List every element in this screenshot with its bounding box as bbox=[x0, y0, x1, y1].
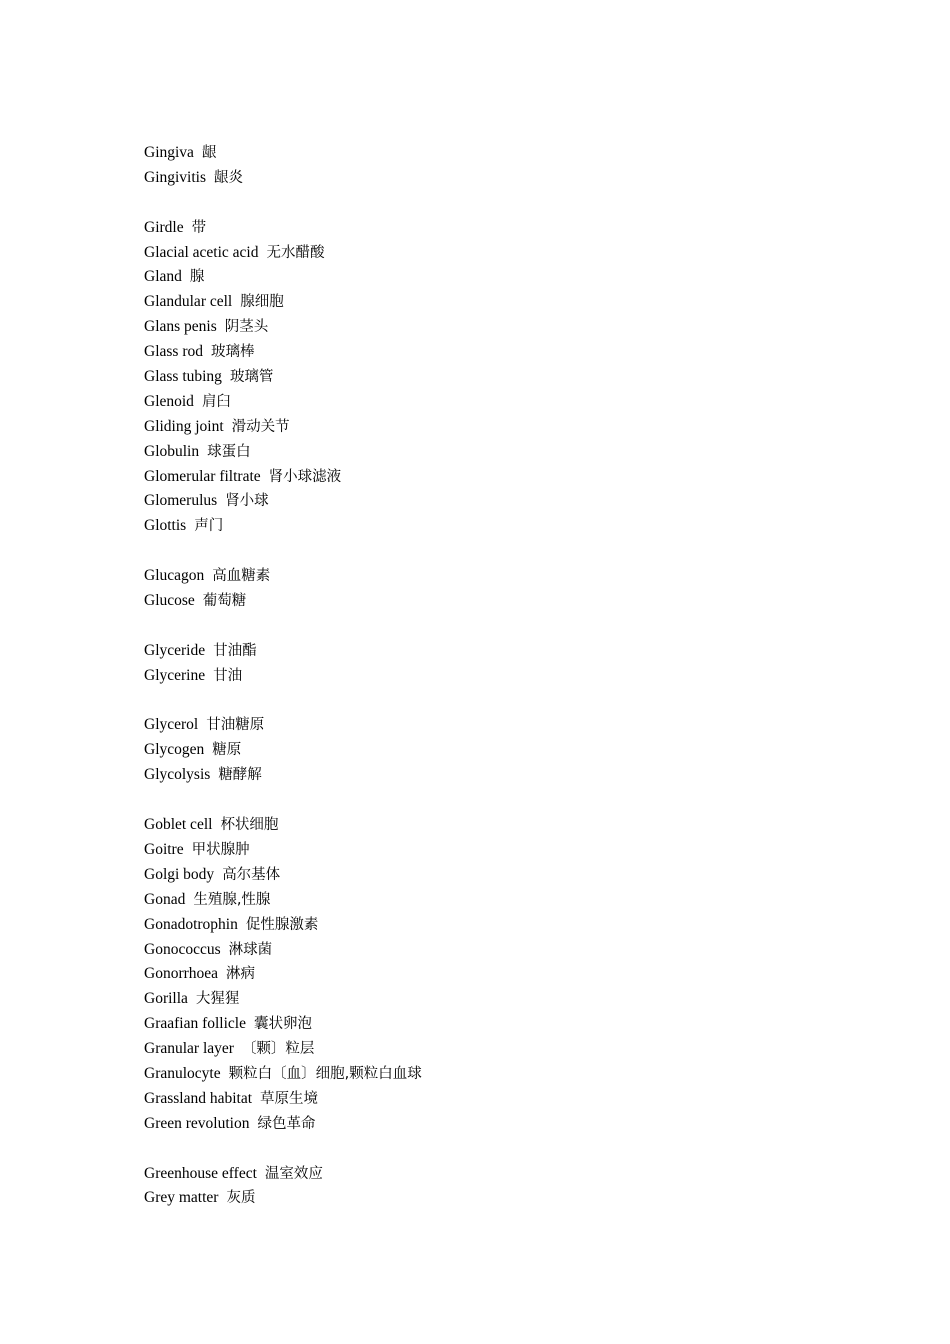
glossary-entry bbox=[144, 763, 844, 788]
entry-translation: 腺细胞 bbox=[240, 294, 284, 311]
entry-term: Grey matter bbox=[144, 1189, 219, 1207]
entry-term: Gingiva bbox=[144, 144, 194, 161]
entry-translation: 温室效应 bbox=[264, 1165, 323, 1182]
blank-line bbox=[144, 788, 844, 813]
entry-translation: 甘油 bbox=[213, 667, 243, 684]
entry-term: Glandular cell bbox=[144, 293, 233, 311]
blank-line bbox=[144, 539, 844, 564]
glossary-entry bbox=[144, 888, 844, 913]
entry-term: Glenoid bbox=[144, 392, 194, 410]
entry-translation: 阴茎头 bbox=[224, 319, 269, 336]
entry-term: Greenhouse effect bbox=[144, 1164, 257, 1182]
entry-term: Gonadotrophin bbox=[144, 915, 238, 933]
blank-line bbox=[144, 191, 844, 216]
entry-translation: 糖酵解 bbox=[218, 767, 262, 784]
entry-term: Glacial acetic acid bbox=[144, 243, 259, 261]
glossary-entry bbox=[144, 1186, 844, 1211]
entry-translation: 肾小球 bbox=[225, 493, 269, 510]
glossary-entry bbox=[144, 813, 844, 838]
entry-term: Gorilla bbox=[144, 990, 188, 1008]
glossary-entry bbox=[144, 962, 844, 987]
entry-term: Gland bbox=[144, 268, 182, 286]
entry-term: Granular layer bbox=[144, 1040, 234, 1058]
glossary-entry bbox=[144, 166, 844, 191]
entry-term: Girdle bbox=[144, 218, 184, 236]
glossary-entry bbox=[144, 664, 844, 689]
entry-translation: 龈 bbox=[201, 145, 217, 161]
glossary-entry bbox=[144, 290, 844, 315]
entry-translation: 肩臼 bbox=[201, 393, 231, 410]
entry-term: Glottis bbox=[144, 517, 187, 535]
entry-term: Glomerular filtrate bbox=[144, 467, 261, 485]
entry-translation: 无水醋酸 bbox=[266, 244, 325, 261]
glossary-entry bbox=[144, 938, 844, 963]
entry-term: Gliding joint bbox=[144, 417, 224, 435]
glossary-entry bbox=[144, 564, 844, 589]
entry-translation: 囊状卵泡 bbox=[253, 1016, 312, 1033]
glossary-entry bbox=[144, 415, 844, 440]
entry-translation: 糖原 bbox=[212, 742, 242, 759]
glossary-entry bbox=[144, 987, 844, 1012]
entry-translation: 淋病 bbox=[226, 966, 256, 983]
entry-translation: 杯状细胞 bbox=[220, 817, 279, 834]
glossary-entry bbox=[144, 315, 844, 340]
glossary-entry bbox=[144, 340, 844, 365]
entry-translation: 龈炎 bbox=[214, 169, 244, 186]
glossary-entry bbox=[144, 639, 844, 664]
blank-line bbox=[144, 689, 844, 714]
entry-translation: 灰质 bbox=[226, 1190, 256, 1207]
entry-term: Glycerine bbox=[144, 666, 206, 684]
glossary-entry bbox=[144, 1037, 844, 1062]
entry-translation: 绿色革命 bbox=[257, 1115, 316, 1132]
entry-translation: 肾小球滤液 bbox=[268, 468, 342, 485]
entry-translation: 高尔基体 bbox=[222, 866, 281, 883]
entry-translation: 球蛋白 bbox=[207, 443, 251, 460]
entry-term: Green revolution bbox=[144, 1114, 250, 1132]
entry-translation: 甲状腺肿 bbox=[191, 841, 250, 858]
glossary-entry bbox=[144, 1012, 844, 1037]
entry-translation: 声门 bbox=[194, 518, 224, 535]
blank-line bbox=[144, 614, 844, 639]
entry-translation: 促性腺激素 bbox=[245, 916, 319, 933]
entry-term: Glycogen bbox=[144, 741, 205, 759]
glossary-entry bbox=[144, 589, 844, 614]
glossary-entry bbox=[144, 489, 844, 514]
glossary-entry bbox=[144, 141, 844, 166]
glossary-entry bbox=[144, 863, 844, 888]
entry-translation: 颗粒白〔血〕细胞,颗粒白血球 bbox=[228, 1065, 422, 1082]
glossary-entry bbox=[144, 514, 844, 539]
entry-term: Globulin bbox=[144, 442, 200, 460]
glossary-entry bbox=[144, 738, 844, 763]
glossary-entry bbox=[144, 390, 844, 415]
entry-translation: 滑动关节 bbox=[231, 418, 290, 435]
entry-term: Gonorrhoea bbox=[144, 965, 219, 983]
entry-term: Granulocyte bbox=[144, 1064, 221, 1082]
glossary-entry bbox=[144, 1062, 844, 1087]
glossary-entry bbox=[144, 365, 844, 390]
glossary-entry bbox=[144, 216, 844, 241]
entry-translation: 〔颗〕粒层 bbox=[241, 1041, 315, 1058]
entry-term: Glycerol bbox=[144, 716, 199, 734]
entry-translation: 淋球菌 bbox=[228, 941, 273, 958]
entry-translation: 玻璃棒 bbox=[210, 344, 255, 361]
entry-translation: 腺 bbox=[189, 269, 205, 286]
glossary-entry bbox=[144, 838, 844, 863]
glossary-entry bbox=[144, 1087, 844, 1112]
entry-term: Glucose bbox=[144, 592, 195, 610]
glossary-entry bbox=[144, 241, 844, 266]
entry-term: Graafian follicle bbox=[144, 1015, 246, 1033]
entry-translation: 生殖腺,性腺 bbox=[193, 891, 271, 908]
entry-term: Glans penis bbox=[144, 318, 217, 336]
entry-term: Golgi body bbox=[144, 865, 215, 883]
glossary-entry bbox=[144, 440, 844, 465]
entry-term: Glomerulus bbox=[144, 492, 218, 510]
glossary-list bbox=[144, 141, 844, 1211]
entry-term: Goitre bbox=[144, 840, 184, 858]
glossary-entry bbox=[144, 913, 844, 938]
entry-term: Gingivitis bbox=[144, 168, 207, 186]
glossary-entry bbox=[144, 713, 844, 738]
entry-translation: 带 bbox=[191, 219, 207, 236]
entry-translation: 玻璃管 bbox=[229, 369, 274, 386]
entry-term: Grassland habitat bbox=[144, 1089, 253, 1107]
entry-translation: 甘油糖原 bbox=[206, 717, 265, 734]
entry-translation: 大猩猩 bbox=[195, 991, 240, 1008]
entry-term: Glass tubing bbox=[144, 368, 222, 386]
entry-term: Glucagon bbox=[144, 567, 205, 585]
entry-term: Glass rod bbox=[144, 343, 203, 361]
entry-translation: 葡萄糖 bbox=[202, 593, 247, 610]
entry-translation: 高血糖素 bbox=[212, 568, 271, 585]
blank-line bbox=[144, 1137, 844, 1162]
glossary-entry bbox=[144, 265, 844, 290]
entry-term: Gonococcus bbox=[144, 940, 221, 958]
glossary-entry bbox=[144, 1162, 844, 1187]
entry-term: Glycolysis bbox=[144, 766, 211, 784]
entry-term: Goblet cell bbox=[144, 816, 213, 834]
entry-term: Glyceride bbox=[144, 641, 206, 659]
glossary-entry bbox=[144, 1112, 844, 1137]
entry-term: Gonad bbox=[144, 890, 186, 908]
entry-translation: 草原生境 bbox=[260, 1090, 319, 1107]
glossary-entry bbox=[144, 465, 844, 490]
entry-translation: 甘油酯 bbox=[213, 642, 257, 659]
